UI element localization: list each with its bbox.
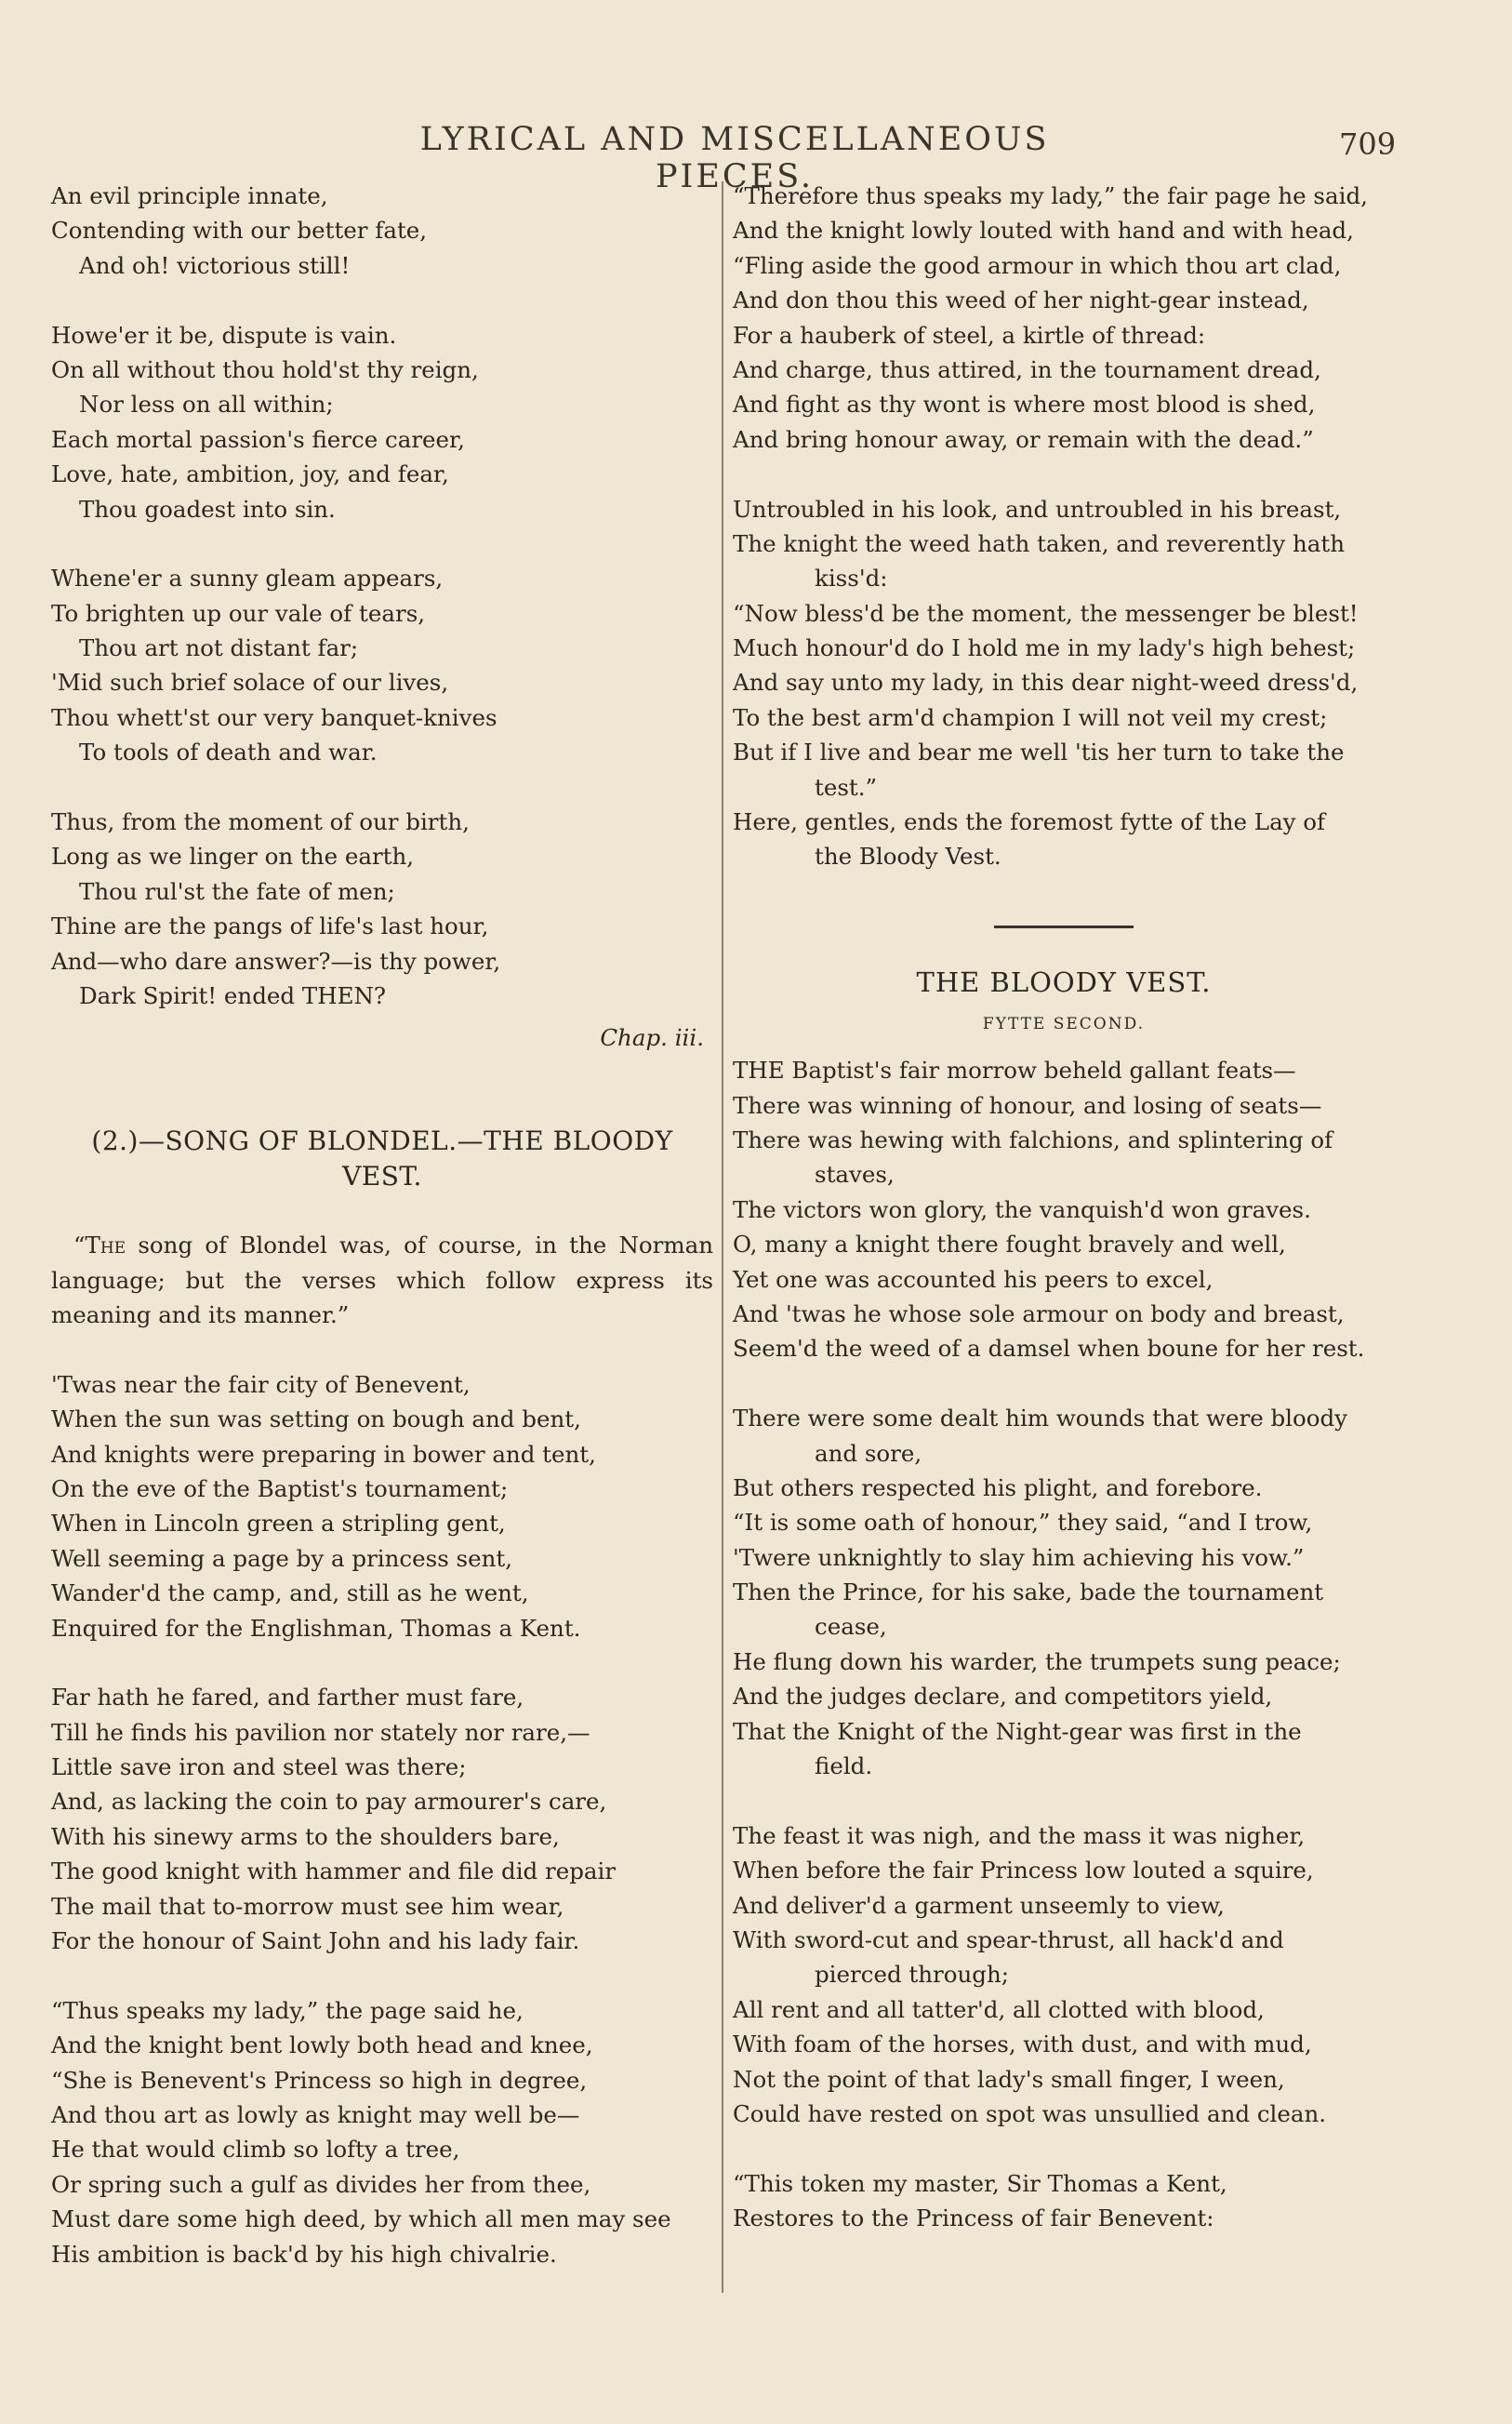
verse-line: When before the fair Princess low louted a squire, [733,1857,1314,1885]
verse-line: Nor less on all within; [79,391,334,419]
intro-lead: “The [73,1232,126,1259]
stanza [733,179,1395,457]
verse-line: Here, gentles, ends the foremost fytte of the Lay of [733,808,1326,836]
verse-line: 'Mid such brief solace of our lives, [51,669,449,697]
stanza [51,561,713,769]
verse-line: 'Twere unknightly to slay him achieving his vow.” [733,1543,1305,1571]
verse-line: With foam of the horses, with dust, and with mud, [733,2031,1312,2058]
song-stanzas [51,1367,713,2271]
verse-line: Long as we linger on the earth, [51,843,415,871]
verse-line: For a hauberk of steel, a kirtle of thread: [733,321,1206,349]
verse-line: staves, [815,1161,895,1189]
right-column [733,179,1395,2271]
verse-line: THE Baptist's fair morrow beheld gallant feats— [733,1057,1296,1085]
verse-line: Yet one was accounted his peers to excel, [733,1265,1214,1293]
verse-line: And—who dare answer?—is thy power, [51,947,501,975]
verse-line: There was winning of honour, and losing of seats— [733,1091,1322,1119]
verse-line: Each mortal passion's fierce career, [51,425,465,453]
verse-line: Dark Spirit! ended THEN? [79,981,387,1009]
verse-line: And thou art as lowly as knight may well be— [51,2100,580,2128]
verse-line: Much honour'd do I hold me in my lady's high behest; [733,634,1356,662]
verse-line: Whene'er a sunny gleam appears, [51,565,444,593]
verse-line: Could have rested on spot was unsullied and clean. [733,2099,1327,2127]
verse-line: Not the point of that lady's small finger, I ween, [733,2065,1285,2093]
stanza [51,318,713,526]
running-title: LYRICAL AND MISCELLANEOUS PIECES. [419,121,1050,195]
stanza [51,805,713,1013]
verse-line: The mail that to-morrow must see him wear, [51,1892,564,1920]
verse-line: “This token my master, Sir Thomas a Kent, [733,2169,1227,2197]
stanza [733,1401,1395,1783]
verse-line: Howe'er it be, dispute is vain. [51,321,397,349]
verse-line: With his sinewy arms to the shoulders bare, [51,1822,560,1850]
page-number: 709 [1339,127,1397,162]
verse-line: Or spring such a gulf as divides her from thee, [51,2170,591,2198]
verse-line: test.” [815,773,878,801]
verse-line: The victors won glory, the vanquish'd won graves. [733,1195,1311,1223]
column-divider [722,181,723,2293]
stanza [51,1680,713,1958]
verse-line: When in Lincoln green a stripling gent, [51,1510,506,1538]
right-poem-stanzas [733,179,1395,874]
verse-line: the Bloody Vest. [815,843,1001,871]
verse-line: Then the Prince, for his sake, bade the tournament [733,1578,1324,1606]
verse-line: He that would climb so lofty a tree, [51,2136,460,2164]
verse-line: “Therefore thus speaks my lady,” the fair page he said, [733,182,1368,209]
verse-line: O, many a knight there fought bravely and well, [733,1231,1286,1259]
stanza [733,2166,1395,2236]
verse-line: Thou rul'st the fate of men; [79,877,395,905]
verse-line: He flung down his warder, the trumpets sung peace; [733,1647,1341,1675]
stanza [51,1367,713,1645]
verse-line: Contending with our better fate, [51,217,428,245]
verse-line: With sword-cut and spear-thrust, all hack'd and [733,1925,1284,1953]
verse-line: Thou goadest into sin. [79,495,336,523]
verse-line: When the sun was setting on bough and bent, [51,1405,581,1433]
verse-line: 'Twas near the fair city of Benevent, [51,1370,471,1398]
left-poem-stanzas [51,179,713,1013]
verse-line: For the honour of Saint John and his lady fair. [51,1927,580,1955]
verse-line: On the eve of the Baptist's tournament; [51,1474,509,1502]
verse-line: There was hewing with falchions, and splintering of [733,1125,1333,1153]
stanza [51,179,713,283]
poem-title: THE BLOODY VEST. [916,966,1212,999]
verse-line: To tools of death and war. [79,739,378,766]
verse-line: field. [815,1752,873,1780]
verse-line: “Now bless'd be the moment, the messenger be blest! [733,599,1359,627]
verse-line: Thus, from the moment of our birth, [51,808,470,836]
verse-line: Far hath he fared, and farther must fare, [51,1684,524,1711]
verse-line: And knights were preparing in bower and tent, [51,1440,596,1468]
verse-line: Little save iron and steel was there; [51,1753,467,1781]
verse-line: His ambition is back'd by his high chivalrie. [51,2240,557,2268]
verse-line: Thine are the pangs of life's last hour, [51,912,489,940]
verse-line: pierced through; [815,1961,1010,1989]
verse-line: But others respected his plight, and forebore. [733,1473,1263,1501]
verse-line: And 'twas he whose sole armour on body and breast, [733,1299,1345,1327]
verse-line: Till he finds his pavilion nor stately nor rare,— [51,1718,590,1746]
stanza [733,1818,1395,2132]
poem-subtitle: FYTTE SECOND. [982,1015,1146,1034]
verse-line: And the judges declare, and competitors yield, [733,1683,1273,1711]
verse-line: Restores to the Princess of fair Benevent: [733,2204,1214,2232]
verse-line: To brighten up our vale of tears, [51,599,426,627]
verse-line: Love, hate, ambition, joy, and fear, [51,460,449,488]
verse-line: The feast it was nigh, and the mass it was nigher, [733,1821,1306,1849]
verse-line: And, as lacking the coin to pay armourer's care, [51,1788,607,1816]
verse-line: And fight as thy wont is where most blood is shed, [733,391,1316,419]
verse-line: Wander'd the camp, and, still as he went, [51,1579,529,1607]
verse-line: And oh! victorious still! [79,251,351,279]
verse-line: The good knight with hammer and file did repair [51,1858,617,1885]
chapter-citation: Chap. iii. [600,1023,704,1051]
verse-line: And don thou this weed of her night-gear instead, [733,286,1309,314]
verse-line: And charge, thus attired, in the tournament dread, [733,355,1321,383]
verse-line: But if I live and bear me well 'tis her turn to take the [733,739,1345,766]
verse-line: and sore, [815,1439,922,1467]
fytte-stanzas [733,1053,1395,2235]
verse-line: And bring honour away, or remain with the dead.” [733,425,1314,453]
verse-line: And deliver'd a garment unseemly to view, [733,1891,1225,1919]
verse-line: That the Knight of the Night-gear was first in the [733,1717,1302,1745]
verse-line: And say unto my lady, in this dear night-weed dress'd, [733,669,1359,697]
verse-line: The knight the weed hath taken, and reverently hath [733,529,1345,557]
verse-line: “It is some oath of honour,” they said, “and I trow, [733,1509,1313,1537]
verse-line: And the knight bent lowly both head and knee, [51,2031,593,2059]
intro-rest: song of Blondel was, of course, in the Norman language; but the verses which follow express its meaning and its manner.” [51,1232,713,1328]
section-heading: (2.)—SONG OF BLONDEL.—THE BLOODY VEST. [91,1125,673,1192]
verse-line: Seem'd the weed of a damsel when boune for her rest. [733,1335,1365,1363]
verse-line: Well seeming a page by a princess sent, [51,1544,513,1572]
verse-line: All rent and all tatter'd, all clotted with blood, [733,1995,1265,2023]
verse-line: “Fling aside the good armour in which thou art clad, [733,251,1342,279]
verse-line: And the knight lowly louted with hand and with head, [733,217,1354,245]
verse-line: “Thus speaks my lady,” the page said he, [51,1996,524,2024]
verse-line: An evil principle innate, [51,182,328,209]
verse-line: cease, [815,1613,887,1641]
verse-line: Enquired for the Englishman, Thomas a Kent. [51,1614,581,1642]
verse-line: There were some dealt him wounds that were bloody [733,1405,1348,1432]
verse-line: To the best arm'd champion I will not veil my crest; [733,703,1328,731]
verse-line: “She is Benevent's Princess so high in degree, [51,2066,588,2094]
stanza [733,1053,1395,1366]
verse-line: On all without thou hold'st thy reign, [51,355,479,383]
stanza [733,492,1395,874]
verse-line: Untroubled in his look, and untroubled in his breast, [733,495,1342,523]
left-column [51,179,713,2306]
intro-paragraph [51,1228,713,1332]
verse-line: Must dare some high deed, by which all men may see [51,2205,671,2233]
verse-line: kiss'd: [815,565,888,593]
stanza [51,1993,713,2271]
verse-line: Thou art not distant far; [79,634,359,662]
verse-line: Thou whett'st our very banquet-knives [51,703,497,731]
